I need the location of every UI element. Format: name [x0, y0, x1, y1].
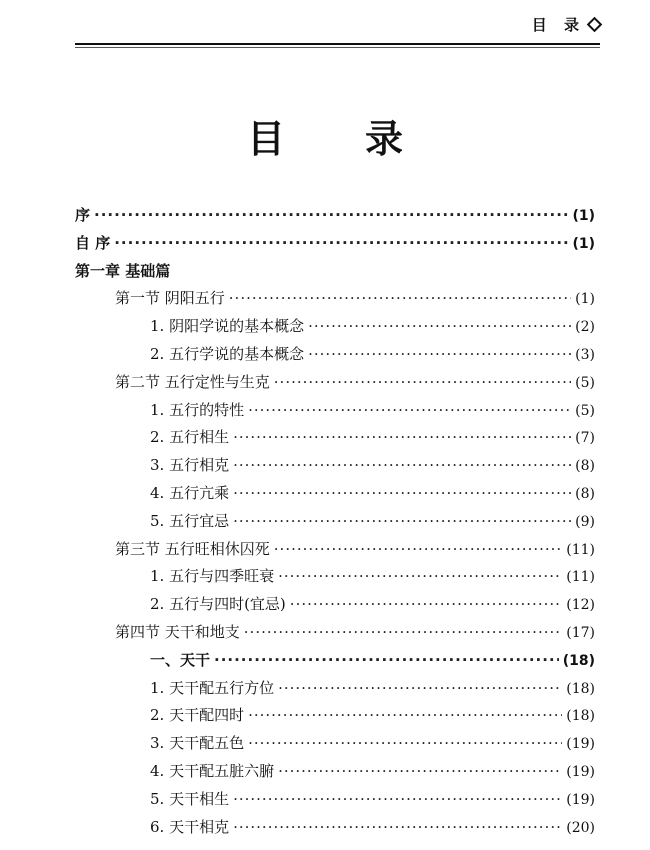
dot-leader [308, 341, 571, 369]
toc-entry-label: 序 [75, 206, 91, 224]
dot-leader [233, 508, 571, 536]
toc-entry-page-number: (2) [575, 319, 595, 336]
toc-entry-label: 5. 天干相生 [150, 789, 230, 808]
toc-entry-label: 第一章 基础篇 [75, 261, 171, 280]
toc-entry-page-number: (17) [566, 624, 595, 641]
toc-entry[interactable] [75, 591, 595, 619]
header-rule [75, 43, 600, 45]
toc-entry[interactable] [75, 619, 595, 647]
toc-entry-label: 自 序 [75, 233, 111, 252]
toc-entry-label: 2. 五行与四时(宜忌) [150, 595, 286, 614]
dot-leader [308, 313, 571, 341]
toc-entry[interactable] [75, 647, 595, 675]
dot-leader [233, 452, 571, 480]
dot-leader [214, 647, 559, 675]
dot-leader [233, 786, 562, 814]
toc-entry-page-number: (5) [575, 402, 595, 419]
toc-entry[interactable] [75, 452, 595, 480]
toc-entry-page-number: (18) [562, 652, 595, 669]
toc-entry[interactable] [75, 341, 595, 369]
running-head [532, 14, 600, 35]
toc-entry[interactable] [75, 702, 595, 730]
toc-entry-page-number: (1) [572, 208, 595, 224]
toc-entry-page-number: (1) [575, 291, 595, 308]
toc-entry-page-number: (5) [575, 374, 595, 391]
running-title: 目 录 [531, 16, 585, 34]
toc-entry-page-number: (12) [566, 597, 595, 614]
toc-entry-label: 2. 五行相生 [150, 428, 230, 447]
toc-entry-label: 3. 天干配五色 [150, 734, 245, 753]
dot-leader [248, 702, 562, 730]
toc-entry-page-number: (7) [575, 430, 595, 447]
toc-entry-label: 1. 五行与四季旺衰 [150, 567, 275, 586]
toc-entry-page-number: (18) [566, 708, 595, 725]
toc-entry-label: 6. 天干相克 [150, 817, 230, 836]
toc-entry-label: 2. 五行学说的基本概念 [150, 344, 305, 363]
toc-entry[interactable] [75, 397, 595, 425]
toc-entry-page-number: (19) [566, 763, 595, 780]
table-of-contents [75, 202, 595, 841]
toc-entry[interactable] [75, 675, 595, 703]
header-rule-thin [75, 47, 600, 48]
toc-entry-label: 1. 五行的特性 [150, 400, 245, 419]
toc-entry-page-number: (8) [575, 485, 595, 502]
page-title: 目录 [246, 117, 483, 161]
dot-leader [94, 202, 568, 230]
dot-leader [233, 814, 562, 842]
dot-leader [274, 369, 571, 397]
dot-leader [114, 230, 568, 258]
toc-entry-label: 1. 天干配五行方位 [150, 678, 275, 697]
toc-entry[interactable] [75, 424, 595, 452]
toc-entry-page-number: (8) [575, 458, 595, 475]
toc-entry[interactable] [75, 786, 595, 814]
toc-entry-label: 1. 阴阳学说的基本概念 [150, 317, 305, 336]
dot-leader [278, 758, 562, 786]
toc-entry[interactable] [75, 230, 595, 258]
diamond-icon [587, 17, 603, 33]
toc-entry[interactable] [75, 563, 595, 591]
toc-entry-page-number: (11) [566, 541, 595, 558]
toc-entry-label: 第一节 阴阳五行 [115, 289, 225, 308]
toc-entry-page-number: (19) [566, 736, 595, 753]
dot-leader [278, 563, 562, 591]
toc-entry[interactable] [75, 730, 595, 758]
toc-entry-page-number: (18) [566, 680, 595, 697]
toc-entry[interactable] [75, 202, 595, 230]
toc-entry[interactable] [75, 758, 595, 786]
toc-entry-page-number: (11) [566, 569, 595, 586]
dot-leader [248, 730, 562, 758]
dot-leader [290, 591, 562, 619]
toc-entry-label: 第三节 五行旺相休囚死 [115, 539, 270, 558]
toc-entry[interactable] [75, 536, 595, 564]
dot-leader [248, 397, 571, 425]
toc-entry-label: 第四节 天干和地支 [115, 622, 240, 641]
toc-entry[interactable] [75, 313, 595, 341]
toc-entry[interactable] [75, 480, 595, 508]
dot-leader [278, 675, 562, 703]
toc-entry-page-number: (9) [575, 513, 595, 530]
toc-entry-page-number: (19) [566, 791, 595, 808]
toc-entry-label: 2. 天干配四时 [150, 706, 245, 725]
toc-entry-page-number: (3) [575, 346, 595, 363]
toc-entry[interactable] [75, 369, 595, 397]
toc-entry-label: 第二节 五行定性与生克 [115, 372, 270, 391]
dot-leader [274, 536, 562, 564]
toc-entry-page-number: (1) [572, 235, 595, 252]
dot-leader [229, 285, 571, 313]
toc-entry-label: 4. 五行亢乘 [150, 483, 230, 502]
dot-leader [244, 619, 562, 647]
toc-entry-label: 3. 五行相克 [150, 456, 230, 475]
toc-entry[interactable] [75, 285, 595, 313]
toc-entry-label: 4. 天干配五脏六腑 [150, 761, 275, 780]
dot-leader [233, 480, 571, 508]
dot-leader [233, 424, 571, 452]
toc-entry-label: 5. 五行宜忌 [150, 511, 230, 530]
toc-entry-label: 一、天干 [150, 650, 211, 669]
toc-entry[interactable] [75, 258, 595, 286]
toc-entry[interactable] [75, 508, 595, 536]
toc-entry[interactable] [75, 814, 595, 842]
toc-entry-page-number: (20) [566, 819, 595, 836]
